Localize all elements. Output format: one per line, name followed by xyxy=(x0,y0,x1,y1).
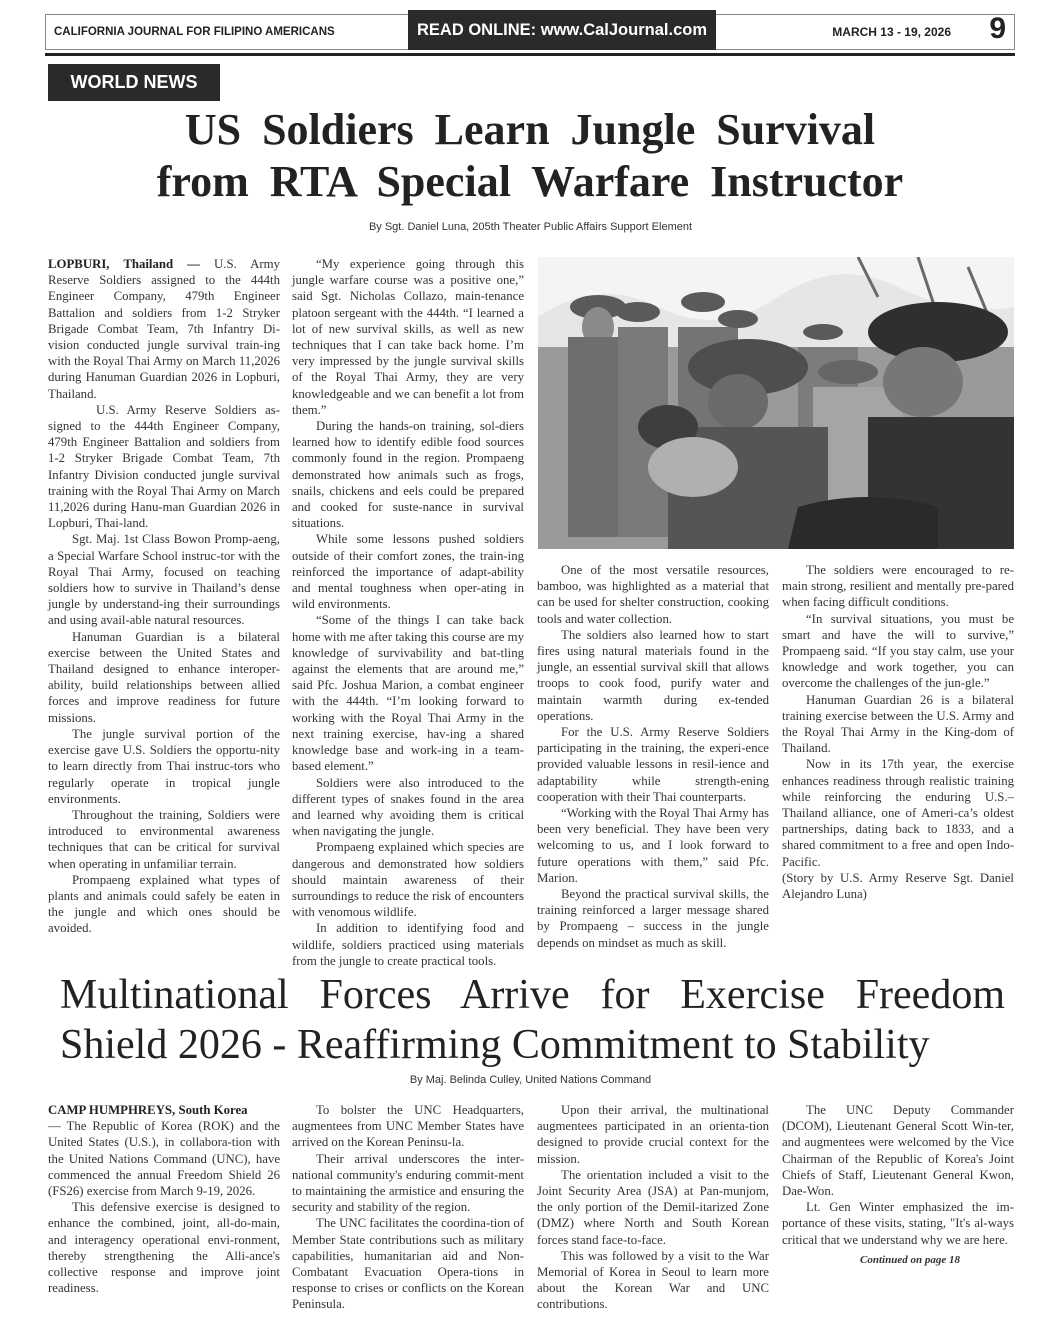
article1-dateline: LOPBURI, Thailand — xyxy=(48,257,200,271)
article2-headline-line1: Multinational Forces Arrive for Exercise Freedom xyxy=(60,972,1005,1018)
article1-paragraph: Sgt. Maj. 1st Class Bowon Promp-aeng, a Special Warfare School instruc-tor with the Royal Thai Army, focused on teaching soldiers how to survive in Thailand’s dense jungle by understand-ing their surroundings and using avail-able natural resources. xyxy=(48,532,280,628)
article2-byline: By Maj. Belinda Culley, United Nations Command xyxy=(409,1074,652,1086)
article2-column-1 xyxy=(48,1102,280,1296)
article1-paragraph: During the hands-on training, sol-diers learned how to identify edible food sources commonly found in the region. Prompaeng demonstrated how animals such as frogs, snails, chickens and eels could be prepared and cooked for suste-nance in survival situations. xyxy=(292,419,524,531)
article1-column-2 xyxy=(292,256,524,969)
article1-paragraph: For the U.S. Army Reserve Soldiers participating in the training, the experi-ence provided valuable lessons in resil-ience and adaptability while strength-ening cooperation with their Thai counterparts. xyxy=(537,725,769,804)
article1-column-4 xyxy=(782,562,1014,902)
publication-name: CALIFORNIA JOURNAL FOR FILIPINO AMERICANS xyxy=(54,26,335,38)
article2-column-3 xyxy=(537,1102,769,1313)
article1-paragraph: “My experience going through this jungle warfare course was a positive one,” said Sgt. Nicholas Collazo, main-tenance platoon sergeant with the 444th. “I learned a lot of new survival skills, as well as new techniques that I can take back home. I’m very impressed by the jungle survival skills of the Royal Thai Army, they are very knowledgeable and we can benefit a lot from them.” xyxy=(292,257,524,417)
article1-paragraph: The soldiers also learned how to start fires using natural materials found in the jungle, an essential survival skill that allows troops to cook food, purify water and maintain warmth during ex-tended operations. xyxy=(537,627,769,723)
article1-paragraph: U.S. Army Reserve Soldiers as-signed to the 444th Engineer Company, 479th Engineer Battalion and soldiers from 1-2 Stryker Brigade Combat Team, 7th Infantry Division conducted jungle survival training with the Royal Thai Army on March 11,2026 during Hanu-man Guardian 2026 in Lopburi, Thai-land. xyxy=(48,402,280,531)
article2-headline-line2: Shield 2026 - Reaffirming Commitment to Stability xyxy=(60,1022,930,1068)
article1-byline: By Sgt. Daniel Luna, 205th Theater Public Affairs Support Element xyxy=(368,221,693,233)
article1-paragraph: “Working with the Royal Thai Army has been very beneficial. They have been very welcoming to us, and I look forward to future operations with them,” said Pfc. Marion. xyxy=(537,806,769,885)
article2-paragraph: The UNC facilitates the coordina-tion of Member State contributions such as military capabilities, humanitarian aid and Non-Combatant Evacuation Opera-tions in response to crises or conflicts on the Korean Peninsula. xyxy=(292,1216,524,1312)
article2-paragraph: Upon their arrival, the multinational augmentees participated in an orienta-tion designed to provide crucial context for the mission. xyxy=(537,1103,769,1166)
article1-paragraph: Now in its 17th year, the exercise enhances readiness through realistic training while reinforcing the enduring U.S.–Thailand alliance, one of Ameri-ca’s oldest partnerships, dating back to 1833, and a shared commitment to a free and open Indo-Pacific. xyxy=(782,757,1014,869)
article1-paragraph: Prompaeng explained which species are dangerous and demonstrated how soldiers should maintain awareness of their surroundings to reduce the risk of encounters with venomous wildlife. xyxy=(292,840,524,920)
article1-paragraph: In addition to identifying food and wildlife, soldiers practiced using materials from the jungle to create practical tools. xyxy=(292,921,524,968)
article1-paragraph: The jungle survival portion of the exercise gave U.S. Soldiers the opportu-nity to learn directly from Thai instruc-tors who regularly operate in tropical jungle environments. xyxy=(48,726,280,806)
article1-paragraph: LOPBURI, Thailand — U.S. Army Reserve Soldiers assigned to the 444th Engineer Company, 479th Engineer Battalion and soldiers from 1-2 Stryker Brigade Combat Team, 7th Infantry Di-vision conducted jungle survival train-ing with the Royal Thai Army on March 11,2026 during Hanuman Guardian 2026 in Lopburi, Thailand. xyxy=(48,257,280,401)
article2-paragraph: Their arrival underscores the inter-national community's enduring commit-ment to maintaining the armistice and ensuring the security and stability of the region. xyxy=(292,1151,524,1215)
article1-paragraph: Hanuman Guardian is a bilateral exercise between the United States and Thailand designed to enhance interoper-ability, build relationships between allied forces and improve readiness for future missions. xyxy=(48,629,280,725)
article1-paragraph: Prompaeng explained what types of plants and animals could safely be eaten in the jungle and which ones should be avoided. xyxy=(48,872,280,936)
article2-column-4 xyxy=(782,1102,1014,1268)
article2-headline xyxy=(60,970,1005,1070)
article2-paragraph: This was followed by a visit to the War Memorial of Korea in Seoul to learn more about the Korean War and UNC contributions. xyxy=(537,1248,769,1312)
article2-paragraph: — The Republic of Korea (ROK) and the United States (U.S.), in collabora-tion with the United Nations Command (UNC), have commenced the annual Freedom Shield 26 (FS26) exercise from March 9-19, 2026. xyxy=(48,1119,280,1199)
section-label: WORLD NEWS xyxy=(48,64,220,101)
continued-link[interactable]: Continued on page 18 xyxy=(860,1253,960,1266)
article1-paragraph: “In survival situations, you must be smart and have the will to survive,” Prompaeng said. “If you stay calm, use your knowledge and work together, you can overcome the challenges of the jun-gle.” xyxy=(782,611,1014,691)
article1-headline-line2: from RTA Special Warfare Instructor xyxy=(156,157,904,206)
article2-paragraph: Lt. Gen Winter emphasized the im-portance of these visits, stating, "It's al-ways critical that we understand why we are here. xyxy=(782,1200,1014,1247)
masthead-rule xyxy=(45,53,1015,56)
article1-credit: (Story by U.S. Army Reserve Sgt. Daniel Alejandro Luna) xyxy=(782,870,1014,902)
article1-paragraph: One of the most versatile resources, bamboo, was highlighted as a material that can be used for shelter construction, cooking tools and water collection. xyxy=(537,563,769,626)
article1-headline xyxy=(100,104,960,208)
page-number: 9 xyxy=(989,12,1006,45)
article1-paragraph: Beyond the practical survival skills, the training reinforced a larger message shared by Prompaeng – success in the jungle depends on mindset as much as skill. xyxy=(537,887,769,950)
article1-paragraph: Soldiers were also introduced to the different types of snakes found in the area and learned why avoiding them is critical when navigating the jungle. xyxy=(292,775,524,839)
article1-paragraph: While some lessons pushed soldiers outside of their comfort zones, the train-ing reinforced the importance of adapt-ability and mental toughness when oper-ating in wild environments. xyxy=(292,532,524,612)
article2-paragraph: The orientation included a visit to the Joint Security Area (JSA) at Pan-munjom, the only portion of the Demil-itarized Zone (DMZ) where North and South Korean forces stand face-to-face. xyxy=(537,1167,769,1247)
article1-headline-line1: US Soldiers Learn Jungle Survival xyxy=(184,105,876,154)
article1-photo xyxy=(538,257,1014,549)
issue-date: MARCH 13 - 19, 2026 xyxy=(832,25,951,39)
article2-dateline: CAMP HUMPHREYS, South Korea xyxy=(48,1103,248,1117)
article2-column-2 xyxy=(292,1102,524,1313)
article1-column-1 xyxy=(48,256,280,937)
article1-column-3 xyxy=(537,562,769,951)
masthead xyxy=(45,14,1015,50)
article1-paragraph: The soldiers were encouraged to re-main strong, resilient and mentally pre-pared when facing difficult conditions. xyxy=(782,563,1014,610)
article1-paragraph: “Some of the things I can take back home with me after taking this course are my knowledge of survivability and bat-tling against the elements that are around me,” said Pfc. Joshua Marion, a combat engineer with the 444th. “I’m looking forward to working with the Royal Thai Army in the next training exercise, hav-ing a shared knowledge base and work-ing in a team-based element.” xyxy=(292,613,524,774)
read-online-link[interactable]: READ ONLINE: www.CalJournal.com xyxy=(408,10,716,50)
article2-paragraph: The UNC Deputy Commander (DCOM), Lieutenant General Scott Win-ter, and augmentees were welcomed by the Vice Chairman of the Republic of Korea's Joint Chiefs of Staff, Lieutenant General Kwon, Dae-Won. xyxy=(782,1103,1014,1199)
article2-paragraph: To bolster the UNC Headquarters, augmentees from UNC Member States have arrived on the Korean Peninsu-la. xyxy=(292,1103,524,1150)
photo-illustration xyxy=(538,257,1014,549)
article1-paragraph: Throughout the training, Soldiers were introduced to environmental awareness techniques that can be critical for survival when operating in unfamiliar terrain. xyxy=(48,807,280,871)
article1-paragraph: Hanuman Guardian 26 is a bilateral training exercise between the U.S. Army and the Royal Thai Army in the King-dom of Thailand. xyxy=(782,692,1014,756)
article2-paragraph: This defensive exercise is designed to enhance the combined, joint, all-do-main, and interagency operational envi-ronment, thereby strengthening the Alli-ance's collective response and improve joint readiness. xyxy=(48,1200,280,1296)
